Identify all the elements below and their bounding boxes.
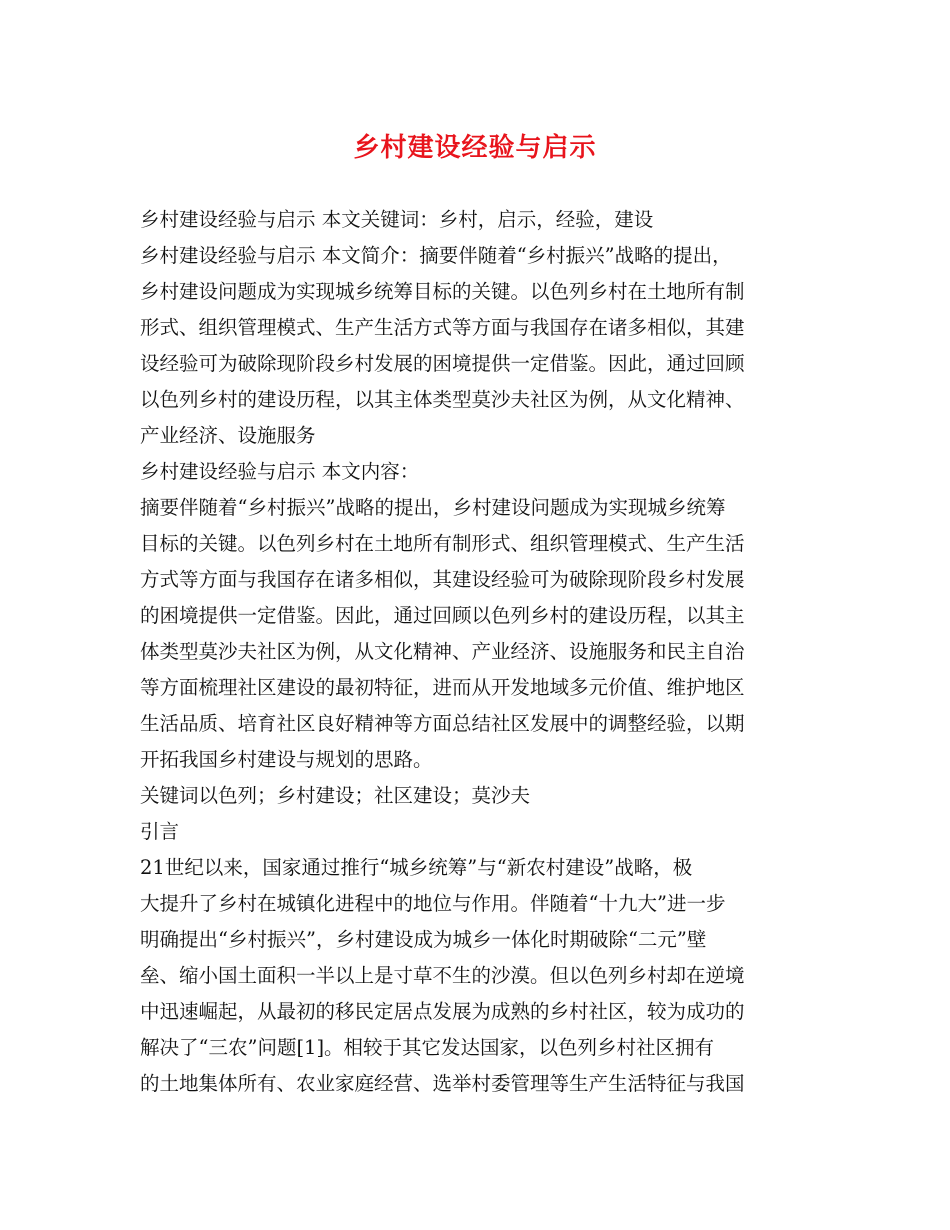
body-line-content-intro: 乡村建设经验与启示 本文内容： (140, 460, 420, 483)
body-line: 生活品质、培育社区良好精神等方面总结社区发展中的调整经验，以期 (140, 712, 745, 735)
body-line: 以色列乡村的建设历程，以其主体类型莫沙夫社区为例，从文化精神、 (140, 388, 745, 411)
body-line: 方式等方面与我国存在诸多相似，其建设经验可为破除现阶段乡村发展 (140, 568, 745, 591)
section-heading-introduction: 引言 (140, 820, 180, 843)
body-line: 的困境提供一定借鉴。因此，通过回顾以色列乡村的建设历程，以其主 (140, 604, 745, 627)
body-line: 目标的关键。以色列乡村在土地所有制形式、组织管理模式、生产生活 (140, 532, 745, 555)
body-line: 摘要伴随着“乡村振兴”战略的提出，乡村建设问题成为实现城乡统筹 (140, 496, 726, 519)
body-line: 乡村建设经验与启示 本文简介：摘要伴随着“乡村振兴”战略的提出， (140, 244, 732, 267)
body-line: 中迅速崛起，从最初的移民定居点发展为成熟的乡村社区，较为成功的 (140, 1000, 745, 1023)
body-line: 开拓我国乡村建设与规划的思路。 (140, 748, 433, 771)
body-line: 垒、缩小国土面积一半以上是寸草不生的沙漠。但以色列乡村却在逆境 (140, 964, 745, 987)
body-line: 产业经济、设施服务 (140, 424, 316, 447)
body-line: 形式、组织管理模式、生产生活方式等方面与我国存在诸多相似，其建 (140, 316, 745, 339)
body-line-keywords-intro: 乡村建设经验与启示 本文关键词：乡村，启示，经验，建设 (140, 208, 654, 231)
body-line-keywords: 关键词以色列；乡村建设；社区建设；莫沙夫 (140, 784, 531, 807)
body-line: 等方面梳理社区建设的最初特征，进而从开发地域多元价值、维护地区 (140, 676, 745, 699)
body-line: 21世纪以来，国家通过推行“城乡统筹”与“新农村建设”战略，极 (140, 856, 693, 879)
body-line: 明确提出“乡村振兴”，乡村建设成为城乡一体化时期破除“二元”壁 (140, 928, 707, 951)
body-line: 体类型莫沙夫社区为例，从文化精神、产业经济、设施服务和民主自治 (140, 640, 745, 663)
body-line: 乡村建设问题成为实现城乡统筹目标的关键。以色列乡村在土地所有制 (140, 280, 745, 303)
body-line: 设经验可为破除现阶段乡村发展的困境提供一定借鉴。因此，通过回顾 (140, 352, 745, 375)
body-line: 解决了“三农”问题[1]。相较于其它发达国家，以色列乡村社区拥有 (140, 1036, 715, 1059)
body-line: 的土地集体所有、农业家庭经营、选举村委管理等生产生活特征与我国 (140, 1072, 745, 1095)
document-title: 乡村建设经验与启示 (353, 133, 597, 163)
body-line: 大提升了乡村在城镇化进程中的地位与作用。伴随着“十九大”进一步 (140, 892, 726, 915)
document-body (140, 202, 820, 1102)
